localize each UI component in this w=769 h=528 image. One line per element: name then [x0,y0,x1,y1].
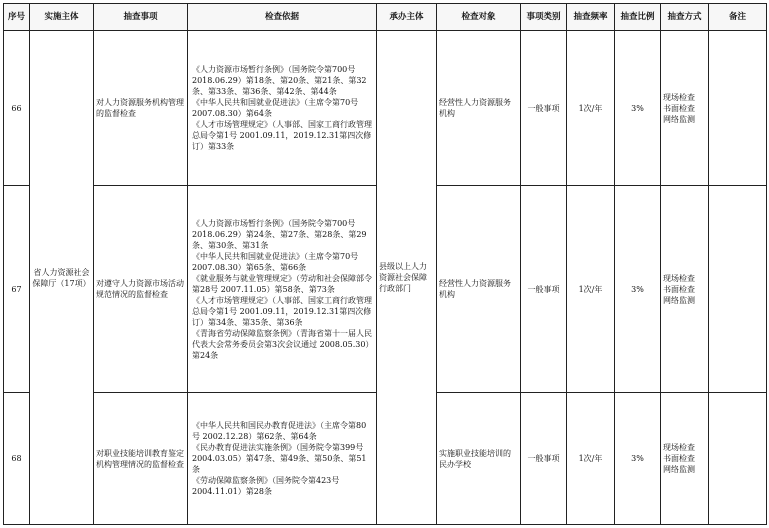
header-target: 检查对象 [437,4,521,31]
inspection-target: 经营性人力资源服务机构 [437,31,521,186]
inspection-ratio: 3% [615,393,661,525]
inspection-method [661,393,709,525]
basis-line: 《青海省劳动保障监察条例》（青海省第十一届人民代表大会常务委员会第3次会议通过 2008.05.30）第24条 [192,328,372,360]
method-line: 现场检查 [663,92,695,102]
header-note: 备注 [709,4,767,31]
inspection-frequency: 1次/年 [567,393,615,525]
method-line: 书面检查 [663,103,695,113]
row-number: 67 [4,186,30,393]
basis-line: 《劳动保障监察条例》（国务院令第423号 2004.11.01）第28条 [192,476,340,496]
inspection-target: 经营性人力资源服务机构 [437,186,521,393]
header-basis: 检查依据 [188,4,377,31]
item-category: 一般事项 [521,31,567,186]
basis-line: 《中华人民共和国就业促进法》（主席令第70号 2007.08.30）第64条 [192,98,359,118]
header-ratio: 抽查比例 [615,4,661,31]
remark [709,186,767,393]
header-method: 抽查方式 [661,4,709,31]
inspection-target: 实施职业技能培训的民办学校 [437,393,521,525]
item-category: 一般事项 [521,186,567,393]
inspection-method [661,31,709,186]
basis-line: 《中华人民共和国就业促进法》（主席令第70号 2007.08.30）第65条、第66条 [192,251,359,272]
basis-line: 《民办教育促进法实施条例》（国务院令第399号 2004.03.05）第47条、第49条、第50条、第51条 [192,443,367,474]
basis-line: 《人力资源市场暂行条例》（国务院令第700号 2018.06.29）第18条、第20条、第21条、第32条、第33条、第36条、第42条、第44条 [192,65,367,96]
basis-line: 《就业服务与就业管理规定》（劳动和社会保障部令第28号 2007.11.05）第58条、第73条 [192,273,372,294]
inspection-item: 对遵守人力资源市场活动规范情况的监督检查 [94,186,188,393]
inspection-table [3,3,767,525]
basis-line: 《人才市场管理规定》（人事部、国家工商行政管理总局令第1号 2001.09.11，2019.12.31第四次修订）第33条 [192,120,372,151]
method-line: 书面检查 [663,284,695,294]
implementing-entity: 省人力资源社会保障厅（17项） [30,31,94,525]
method-line: 网络监测 [663,465,695,474]
method-line: 现场检查 [663,443,695,452]
inspection-basis [188,393,377,525]
inspection-basis [188,31,377,186]
remark [709,31,767,186]
header-item: 抽查事项 [94,4,188,31]
inspection-item: 对职业技能培训教育鉴定机构管理情况的监督检查 [94,393,188,525]
inspection-frequency: 1次/年 [567,186,615,393]
inspection-ratio: 3% [615,186,661,393]
table-row [4,31,767,186]
header-undertaker: 承办主体 [377,4,437,31]
inspection-item: 对人力资源服务机构管理的监督检查 [94,31,188,186]
inspection-ratio: 3% [615,31,661,186]
undertaking-entity: 县级以上人力资源社会保障行政部门 [377,31,437,525]
header-no: 序号 [4,4,30,31]
header-row [4,4,767,31]
remark [709,393,767,525]
method-line: 网络监测 [663,114,695,124]
inspection-method [661,186,709,393]
method-line: 现场检查 [663,273,695,283]
method-line: 网络监测 [663,295,695,305]
basis-line: 《中华人民共和国民办教育促进法》（主席令第80号 2002.12.28）第62条、第64条 [192,421,367,441]
item-category: 一般事项 [521,393,567,525]
row-number: 68 [4,393,30,525]
method-line: 书面检查 [663,454,695,463]
header-category: 事项类别 [521,4,567,31]
header-frequency: 抽查频率 [567,4,615,31]
row-number: 66 [4,31,30,186]
inspection-basis [188,186,377,393]
inspection-frequency: 1次/年 [567,31,615,186]
basis-line: 《人才市场管理规定》（人事部、国家工商行政管理总局令第1号 2001.09.11，2019.12.31第四次修订）第34条、第35条、第36条 [192,295,372,327]
header-entity: 实施主体 [30,4,94,31]
basis-line: 《人力资源市场暂行条例》（国务院令第700号 2018.06.29）第24条、第27条、第28条、第29条、第30条、第31条 [192,218,367,250]
